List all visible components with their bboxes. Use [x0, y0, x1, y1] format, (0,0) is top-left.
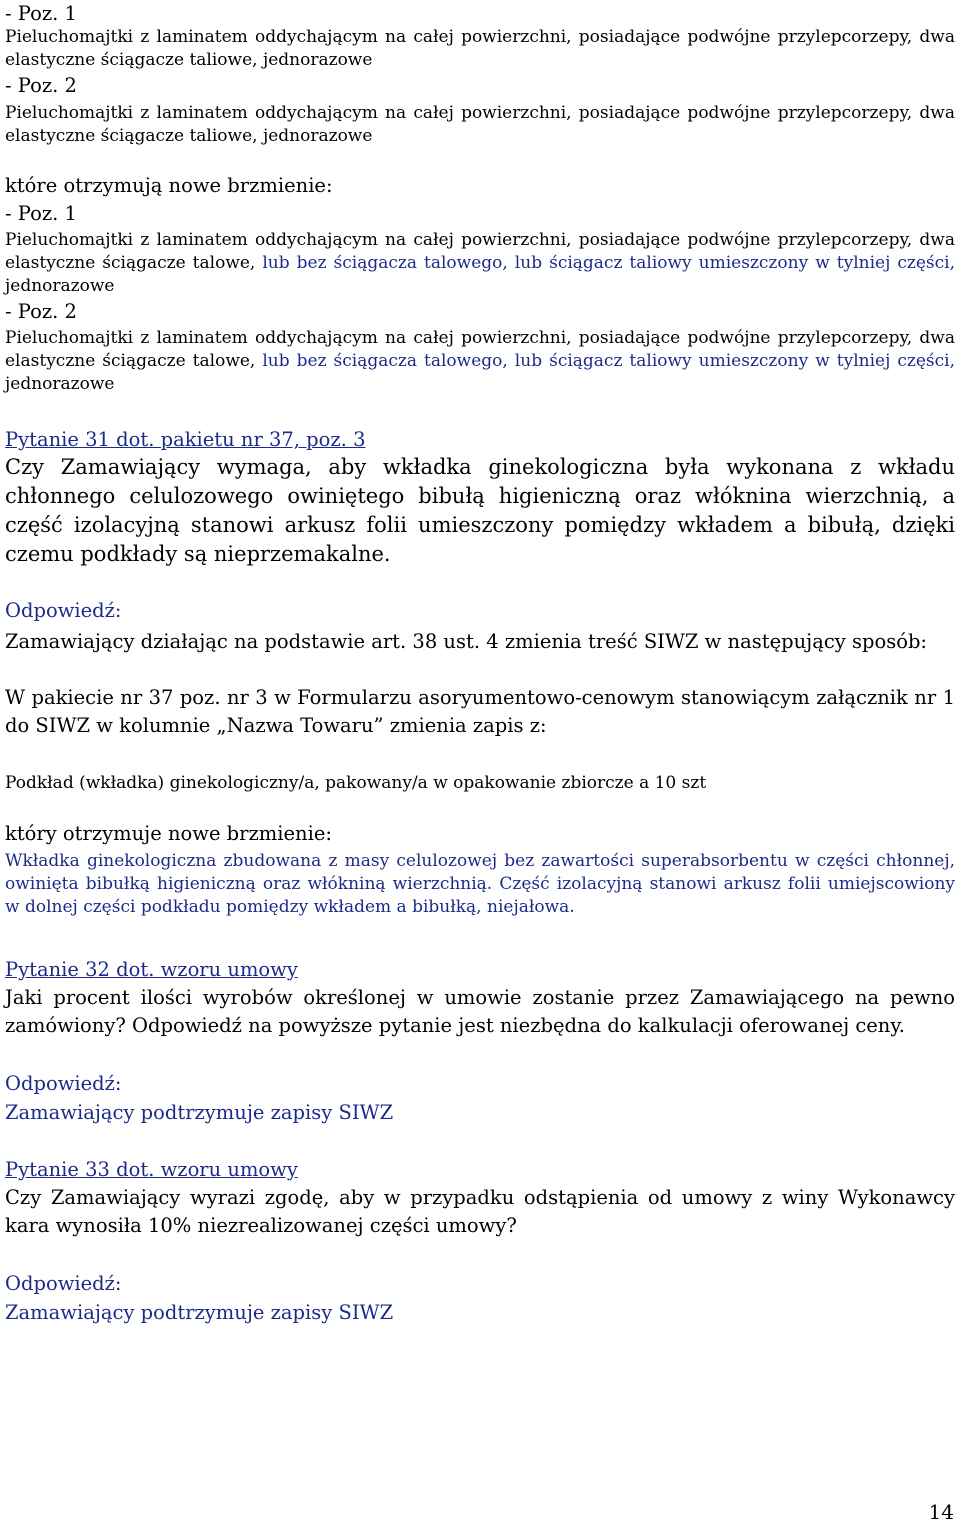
question-32-text: Jaki procent ilości wyrobów określonej w umowie zostanie przez Zamawiającego na pewno zamówiony? Odpowiedź na powyższe pytanie jest niezbędna do kalkulacji oferowanej ceny.: [5, 986, 955, 1037]
poz2-text: Pieluchomajtki z laminatem oddychającym na całej powierzchni, posiadające podwójne przylepcorzepy, dwa elastyczne ściągacze taliowe, jednorazowe: [5, 103, 955, 146]
question-31-title: Pytanie 31 dot. pakietu nr 37, poz. 3: [5, 428, 366, 451]
poz1-label: - Poz. 1: [5, 2, 77, 25]
poz1-text: Pieluchomajtki z laminatem oddychającym na całej powierzchni, posiadające podwójne przylepcorzepy, dwa elastyczne ściągacze taliowe, jednorazowe: [5, 27, 955, 70]
new-poz1-text: Pieluchomajtki z laminatem oddychającym na całej powierzchni, posiadające podwójne przylepcorzepy, dwa elastyczne ściągacze talowe, lub bez ściągacza talowego, lub ściągacz taliowy umieszczony w tylniej części, jednorazowe: [5, 230, 955, 296]
new-poz2-label: - Poz. 2: [5, 300, 77, 323]
question-33-title: Pytanie 33 dot. wzoru umowy: [5, 1158, 298, 1181]
question-33-answer: Zamawiający podtrzymuje zapisy SIWZ: [5, 1301, 394, 1324]
question-32-answer: Zamawiający podtrzymuje zapisy SIWZ: [5, 1101, 394, 1124]
question-32-answer-label: Odpowiedź:: [5, 1072, 122, 1095]
new-poz2-change: lub bez ściągacza talowego, lub ściągacz taliowy umieszczony w tylniej części,: [262, 351, 955, 371]
question-33-text: Czy Zamawiający wyrazi zgodę, aby w przypadku odstąpienia od umowy z winy Wykonawcy kara wynosiła 10% niezrealizowanej części umowy?: [5, 1186, 955, 1237]
question-31-answer-intro: Zamawiający działając na podstawie art. 38 ust. 4 zmienia treść SIWZ w następujący sposób:: [5, 630, 928, 653]
question-31-old-text: Podkład (wkładka) ginekologiczny/a, pakowany/a w opakowanie zbiorcze a 10 szt: [5, 773, 707, 793]
new-poz1-change: lub bez ściągacza talowego, lub ściągacz taliowy umieszczony w tylniej części,: [262, 253, 955, 273]
question-31-answer-ref: W pakiecie nr 37 poz. nr 3 w Formularzu asoryumentowo-cenowym stanowiącym załącznik nr 1 do SIWZ w kolumnie „Nazwa Towaru” zmienia zapis z:: [5, 686, 955, 737]
new-poz1-label: - Poz. 1: [5, 202, 77, 225]
question-32-title: Pytanie 32 dot. wzoru umowy: [5, 958, 298, 981]
question-33-answer-label: Odpowiedź:: [5, 1272, 122, 1295]
poz2-label: - Poz. 2: [5, 74, 77, 97]
question-31-text: Czy Zamawiający wymaga, aby wkładka ginekologiczna była wykonana z wkładu chłonnego celulozowego owiniętego bibułą higieniczną oraz włóknina wierzchnią, a część izolacyjną stanowi arkusz folii umieszczony pomiędzy wkładem a bibułą, dzięki czemu podkłady są nieprzemakalne.: [5, 455, 955, 566]
new-poz2-text: Pieluchomajtki z laminatem oddychającym na całej powierzchni, posiadające podwójne przylepcorzepy, dwa elastyczne ściągacze talowe, lub bez ściągacza talowego, lub ściągacz taliowy umieszczony w tylniej części, jednorazowe: [5, 328, 955, 394]
new-wording-heading: które otrzymują nowe brzmienie:: [5, 174, 333, 197]
question-31-new-heading: który otrzymuje nowe brzmienie:: [5, 822, 332, 845]
question-31-answer-label: Odpowiedź:: [5, 599, 122, 622]
question-31-new-text: Wkładka ginekologiczna zbudowana z masy celulozowej bez zawartości superabsorbentu w części chłonnej, owinięta bibułką higieniczną oraz włókniną wierzchnią. Część izolacyjną stanowi arkusz folii umiejscowiony w dolnej części podkładu pomiędzy wkładem a bibułką, niejałowa.: [5, 851, 955, 917]
page-number: 14: [928, 1500, 954, 1524]
